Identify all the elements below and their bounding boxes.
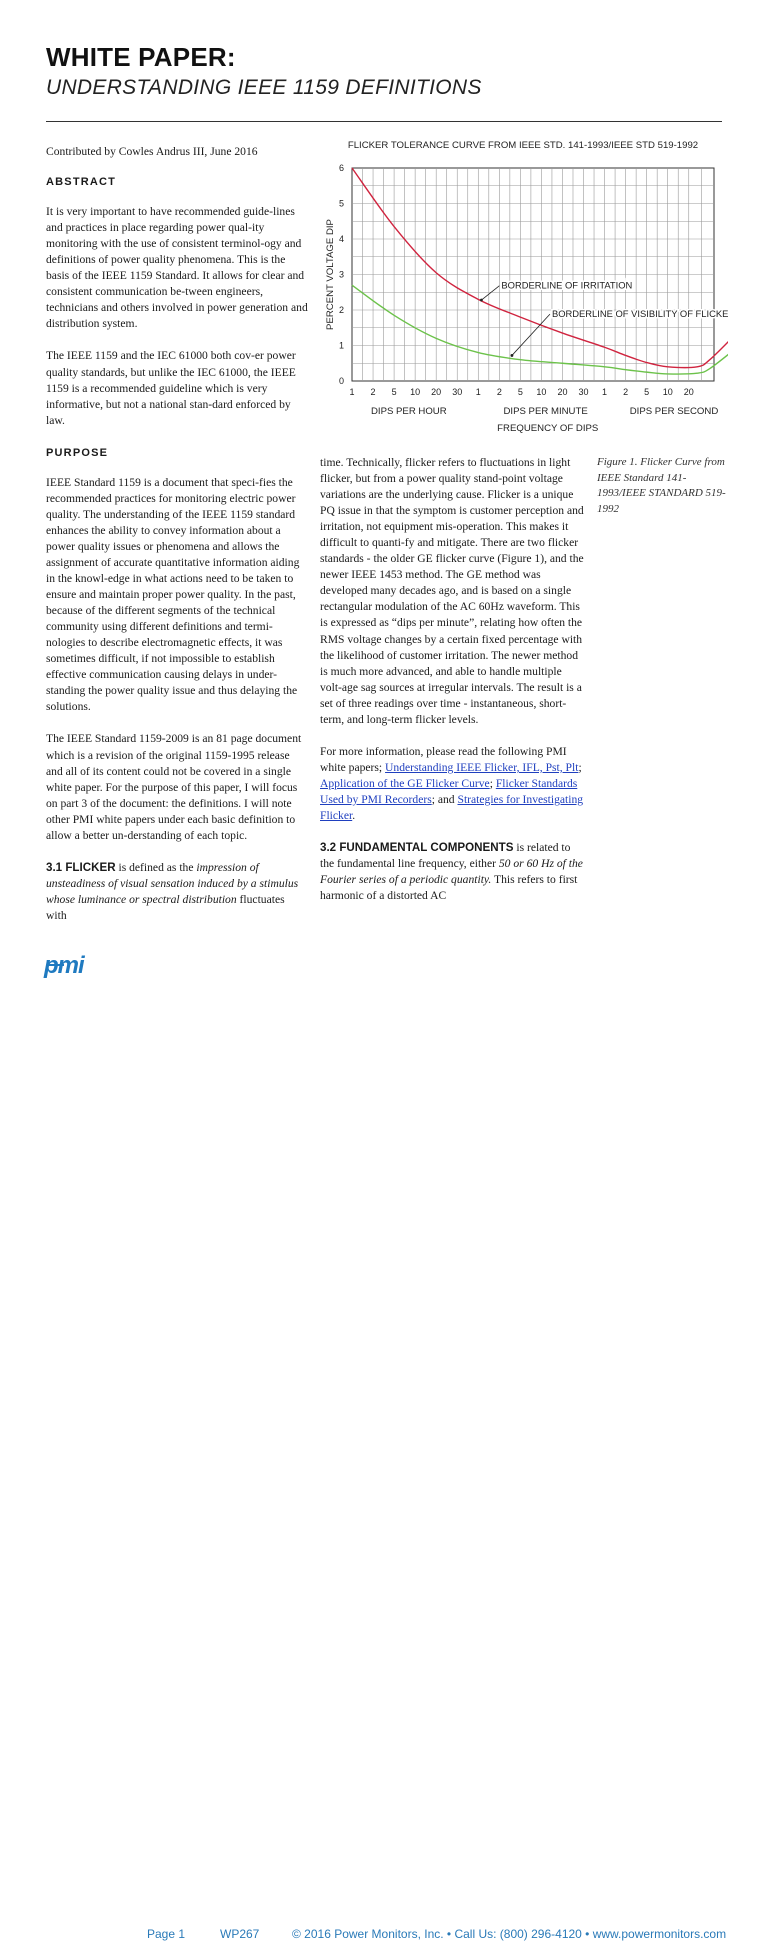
annotation-label: BORDERLINE OF IRRITATION	[501, 279, 633, 291]
x-tick-label: 30	[578, 387, 589, 397]
x-tick-label: 20	[683, 387, 694, 397]
middle-column	[320, 455, 585, 920]
purpose-paragraph-2: The IEEE Standard 1159-2009 is an 81 page document which is a revision of the original 1159-1995 release and all of its content could not be covered in a single white paper. For the purpose of this paper, I will focus on part 3 of the document: the definitions. I will note other PMI white papers under each basic definition to allow a better un-derstanding of each topic.	[46, 732, 302, 842]
y-tick-label: 6	[338, 163, 344, 173]
flicker-explanation: time. Technically, flicker refers to fluctuations in light flicker, but from a power quality stand-point voltage variations are the underlying cause. Flicker is a unique PQ issue in that the symptom is customer perception and irritation, not equipment mis-operation. This makes it difficult to quanti-fy and mitigate. There are two flicker standards - the older GE flicker curve (Figure 1), and the newer IEEE 1453 method. The GE method was developed many decades ago, and is based on a single rectangular modulation of the AC 60Hz waveform. This is expressed as “dips per minute”, relating how often the RMS voltage changes by a certain fixed percentage with the likelihood of customer irritation. The newer method is much more advanced, and able to handle multiple volt-age sag sources at irregular intervals. The result is a set of three readings over time - instantaneous, short-term, and long-term flicker levels.	[320, 456, 584, 726]
x-group-label: DIPS PER MINUTE	[503, 406, 588, 417]
footer-page-number: Page 1	[147, 1927, 186, 1941]
x-tick-label: 10	[410, 387, 421, 397]
x-tick-label: 5	[517, 387, 523, 397]
fundamental-tail: This refers to first harmonic of a distorted AC	[320, 873, 578, 903]
y-tick-label: 5	[338, 198, 344, 209]
abstract-paragraph-1: It is very important to have recommended guide-lines and practices in place regarding power qual-ity monitoring with the use of consistent terminol-ogy and definitions of power quality phenomena. This is the basis of the IEEE 1159 Standard. It allows for clear and consistent communication be-tween engineers, technicians and others involved in power generation and distribution system.	[46, 205, 308, 331]
y-axis-label: PERCENT VOLTAGE DIP	[325, 219, 336, 330]
purpose-paragraph-1: IEEE Standard 1159 is a document that speci-fies the recommended practices for monitoring electric power quality. The understanding of the IEEE 1159 standard enhances the ability to convey information about a power quality issues or phenomena and allows the assignment of accurate quantitative information aiding in the knowl-edge in what actions need to be taken to ensure and maintain proper power quality. In the past, because of the different segments of the technical community using different definitions and termi-nologies to describe electromagnetic effects, it was sometimes difficult, if not impossible to establish effective communication causing delays in under-standing the power quality issue and thus delaying the solutions.	[46, 475, 300, 714]
annotation-arrow	[481, 286, 499, 300]
pmi-logo: pmi	[44, 952, 84, 979]
footer-contact: © 2016 Power Monitors, Inc. • Call Us: (800) 296-4120 • www.powermonitors.com	[292, 1927, 727, 1941]
x-tick-label: 5	[391, 387, 397, 397]
flicker-definition: impression of unsteadiness of visual sensation induced by a stimulus whose luminance or spectral distribution	[46, 860, 299, 906]
link-sep-2: ;	[489, 776, 496, 790]
link-investigating-flicker[interactable]: Strategies for Investigating Flicker	[320, 792, 584, 822]
purpose-heading: PURPOSE	[46, 446, 109, 459]
link-sep-3: ; and	[431, 792, 458, 806]
flicker-chart-svg	[318, 134, 728, 439]
page-footer	[0, 960, 768, 1941]
series-line-visibility	[352, 285, 728, 374]
abstract-paragraph-2: The IEEE 1159 and the IEC 61000 both cov-er power quality standards, but unlike the IEC 61000, the IEEE 1159 is a recommended guideline which is very informative, but not a national stan-dard enforced by law.	[46, 349, 296, 427]
x-tick-label: 5	[644, 387, 650, 397]
page-title: WHITE PAPER:	[46, 42, 236, 72]
link-ge-flicker-curve[interactable]: Application of the GE Flicker Curve	[320, 776, 490, 790]
link-flicker-standards[interactable]: Flicker Standards Used by PMI Recorders	[320, 776, 578, 806]
flicker-tail: fluctuates with	[46, 892, 285, 922]
y-tick-label: 2	[338, 305, 344, 315]
annotation-arrowhead	[480, 299, 483, 302]
page-subtitle: UNDERSTANDING IEEE 1159 DEFINITIONS	[46, 76, 482, 99]
abstract-heading: ABSTRACT	[46, 176, 117, 189]
link-sep-1: ;	[578, 760, 582, 774]
header-rule	[46, 121, 722, 122]
x-tick-label: 20	[557, 387, 568, 397]
flicker-lead: 3.1 FLICKER	[46, 860, 116, 874]
x-tick-label: 1	[349, 387, 355, 397]
x-tick-label: 2	[370, 387, 376, 397]
annotation-arrowhead	[511, 354, 514, 357]
x-tick-label: 1	[602, 387, 608, 397]
x-tick-label: 1	[475, 387, 481, 397]
left-column	[46, 144, 308, 940]
link-end: .	[352, 808, 356, 822]
fundamental-lead: 3.2 FUNDAMENTAL COMPONENTS	[320, 841, 514, 855]
x-tick-label: 2	[623, 387, 629, 397]
fundamental-paragraph	[320, 840, 585, 904]
y-tick-label: 1	[338, 340, 344, 351]
x-tick-label: 20	[431, 387, 442, 397]
link-understanding-ieee-flicker[interactable]: Understanding IEEE Flicker, IFL, Pst, Plt	[385, 760, 579, 774]
x-group-label: DIPS PER HOUR	[370, 406, 447, 417]
x-tick-label: 10	[662, 387, 673, 397]
flicker-chart	[318, 134, 728, 439]
contributor-line: Contributed by Cowles Andrus III, June 2016	[46, 145, 258, 158]
series-line-irritation	[352, 168, 728, 368]
flicker-is: is defined as the	[115, 860, 197, 874]
footer-doc-code: WP267	[220, 1927, 260, 1941]
annotation-label: BORDERLINE OF VISIBILITY OF FLICKER	[551, 308, 728, 320]
x-tick-label: 10	[536, 387, 547, 397]
chart-title: FLICKER TOLERANCE CURVE FROM IEEE STD. 141-1993/IEEE STD 519-1992	[347, 140, 699, 151]
x-tick-label: 30	[452, 387, 463, 397]
y-tick-label: 4	[338, 234, 344, 244]
x-tick-label: 2	[496, 387, 502, 397]
x-axis-label: FREQUENCY OF DIPS	[497, 423, 599, 434]
y-tick-label: 0	[338, 376, 344, 386]
fundamental-definition: 50 or 60 Hz of the Fourier series of a periodic quantity.	[320, 857, 583, 887]
y-tick-label: 3	[338, 269, 344, 280]
flicker-paragraph	[46, 860, 308, 924]
more-info-intro: For more information, please read the following PMI white papers;	[320, 744, 567, 774]
figure-caption: Figure 1. Flicker Curve from IEEE Standard 141-1993/IEEE STANDARD 519-1992	[597, 456, 726, 515]
x-group-label: DIPS PER SECOND	[629, 406, 719, 417]
more-info-paragraph	[320, 744, 585, 824]
fundamental-is: is related to the fundamental line frequency, either	[320, 841, 571, 871]
